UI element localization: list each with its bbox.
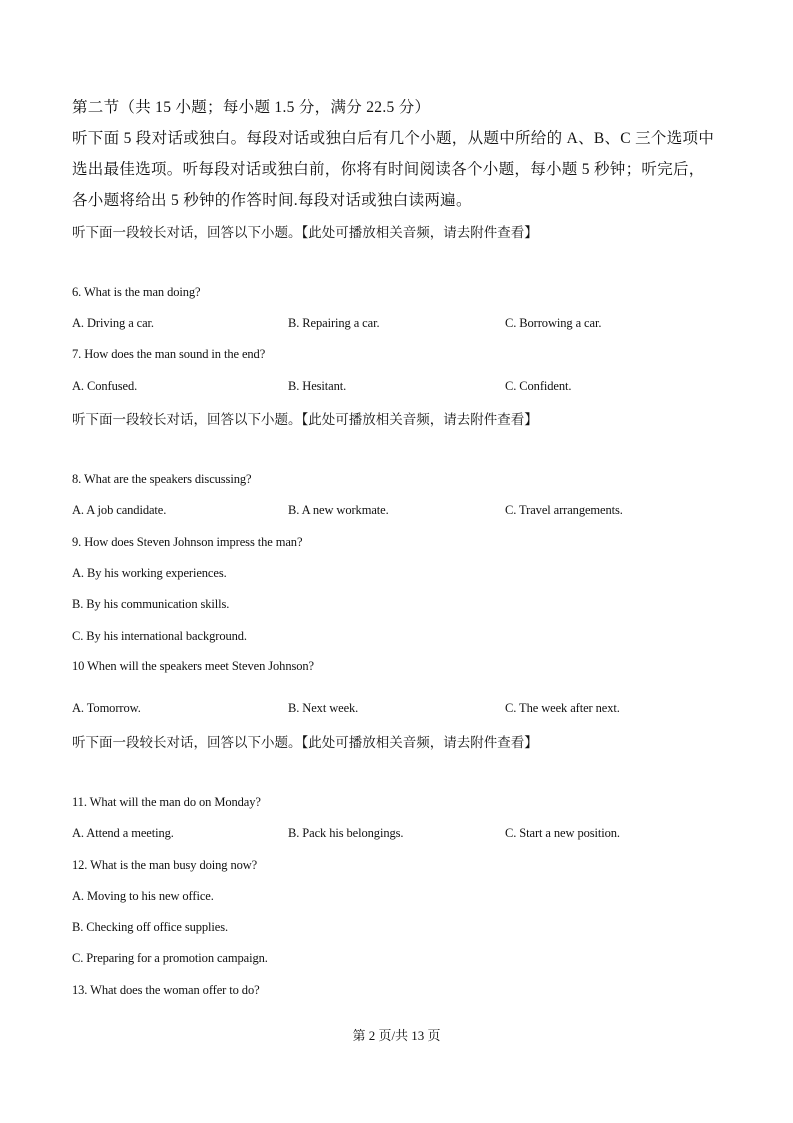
question-7-option-c: C. Confident. bbox=[505, 379, 572, 393]
question-12-option-a: A. Moving to his new office. bbox=[72, 889, 214, 903]
question-7-option-a: A. Confused. bbox=[72, 379, 138, 393]
question-12-option-b: B. Checking off office supplies. bbox=[72, 920, 229, 934]
question-11-option-b: B. Pack his belongings. bbox=[288, 826, 404, 840]
question-7-option-b: B. Hesitant. bbox=[288, 379, 347, 393]
question-10-option-b: B. Next week. bbox=[288, 701, 359, 715]
audio-note: 听下面一段较长对话，回答以下小题。【此处可播放相关音频，请去附件查看】 bbox=[72, 225, 538, 240]
question-9-option-a: A. By his working experiences. bbox=[72, 566, 227, 580]
section-header: 第二节（共 15 小题；每小题 1.5 分，满分 22.5 分） bbox=[72, 99, 431, 116]
question-6-option-b: B. Repairing a car. bbox=[288, 316, 380, 330]
question-10-option-c: C. The week after next. bbox=[505, 701, 620, 715]
question-11-option-a: A. Attend a meeting. bbox=[72, 826, 174, 840]
question-6-option-c: C. Borrowing a car. bbox=[505, 316, 602, 330]
question-6-option-a: A. Driving a car. bbox=[72, 316, 154, 330]
question-10-stem: 10 When will the speakers meet Steven Johnson? bbox=[72, 659, 314, 673]
instruction-line-1: 听下面 5 段对话或独白。每段对话或独白后有几个小题，从题中所给的 A、B、C 三个选项中 bbox=[72, 130, 715, 147]
question-11-option-c: C. Start a new position. bbox=[505, 826, 620, 840]
audio-note: 听下面一段较长对话，回答以下小题。【此处可播放相关音频，请去附件查看】 bbox=[72, 412, 538, 427]
audio-note: 听下面一段较长对话，回答以下小题。【此处可播放相关音频，请去附件查看】 bbox=[72, 735, 538, 750]
question-8-option-b: B. A new workmate. bbox=[288, 503, 389, 517]
question-8-stem: 8. What are the speakers discussing? bbox=[72, 472, 252, 486]
instruction-line-2: 选出最佳选项。听每段对话或独白前，你将有时间阅读各个小题，每小题 5 秒钟；听完后， bbox=[72, 161, 705, 178]
question-9-option-c: C. By his international background. bbox=[72, 629, 247, 643]
page-number: 第 2 页/共 13 页 bbox=[352, 1028, 441, 1043]
question-10-option-a: A. Tomorrow. bbox=[72, 701, 141, 715]
question-9-stem: 9. How does Steven Johnson impress the man? bbox=[72, 535, 303, 549]
question-7-stem: 7. How does the man sound in the end? bbox=[72, 347, 266, 361]
question-9-option-b: B. By his communication skills. bbox=[72, 597, 230, 611]
question-6-stem: 6. What is the man doing? bbox=[72, 285, 201, 299]
instruction-line-3: 各小题将给出 5 秒钟的作答时间.每段对话或独白读两遍。 bbox=[72, 192, 472, 209]
question-8-option-a: A. A job candidate. bbox=[72, 503, 167, 517]
question-13-stem: 13. What does the woman offer to do? bbox=[72, 983, 260, 997]
question-11-stem: 11. What will the man do on Monday? bbox=[72, 795, 261, 809]
question-8-option-c: C. Travel arrangements. bbox=[505, 503, 623, 517]
question-12-stem: 12. What is the man busy doing now? bbox=[72, 858, 258, 872]
question-12-option-c: C. Preparing for a promotion campaign. bbox=[72, 951, 268, 965]
